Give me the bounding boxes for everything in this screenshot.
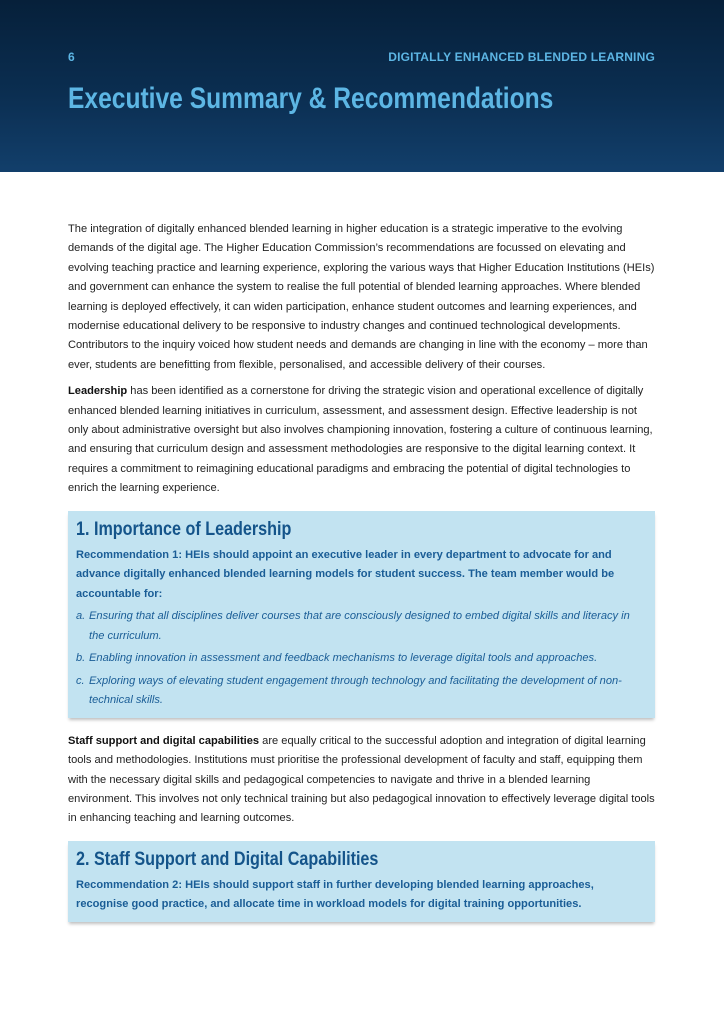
leadership-lead: Leadership [68, 385, 128, 398]
main-content [68, 220, 655, 936]
page-number: 6 [68, 50, 75, 64]
list-item: b. Enabling innovation in assessment and feedback mechanisms to leverage digital tools and approaches. [76, 652, 598, 665]
leadership-text: has been identified as a cornerstone for driving the strategic vision and operational excellence of digitally enhanced blended learning initiatives in curriculum, assessment, and assessment design. Effective leadership is not only about administrative oversight but also involves championing innovation, fostering a culture of continuous learning, and ensuring that curriculum design and assessment methodologies are responsive to the digital learning context. It requires a commitment to reimagining educational paradigms and embracing the potential of digital technologies to enrich the learning experience. [68, 385, 653, 495]
leadership-paragraph [68, 382, 655, 498]
staff-paragraph [68, 732, 655, 829]
running-title: DIGITALLY ENHANCED BLENDED LEARNING [388, 50, 655, 64]
staff-lead: Staff support and digital capabilities [68, 734, 260, 747]
page-header [0, 0, 724, 172]
list-item: c. Exploring ways of elevating student engagement through technology and facilitating the development of non-technical skills. [76, 674, 622, 707]
recommendation-2-heading: 2. Staff Support and Digital Capabilities [76, 848, 379, 870]
recommendation-2-text: Recommendation 2: HEIs should support staff in further developing blended learning approaches, recognise good practice, and allocate time in workload models for digital training opportunities. [76, 878, 594, 911]
recommendation-1-box [68, 511, 655, 718]
recommendation-1-heading: 1. Importance of Leadership [76, 518, 292, 540]
page-title: Executive Summary & Recommendations [68, 82, 554, 115]
staff-text: are equally critical to the successful adoption and integration of digital learning tools and methodologies. Institutions must prioritise the professional development of faculty and staff, equipping them with the necessary digital skills and pedagogical competencies to navigate and thrive in a blended learning environment. This involves not only technical training but also pedagogical innovation to effectively leverage digital tools in enhancing teaching and learning outcomes. [68, 734, 655, 825]
recommendation-2-box [68, 841, 655, 922]
list-item: a. Ensuring that all disciplines deliver courses that are consciously designed to embed digital skills and literacy in the curriculum. [76, 610, 630, 642]
recommendation-1-list [76, 607, 647, 711]
intro-paragraph: The integration of digitally enhanced blended learning in higher education is a strategic imperative to the evolving demands of the digital age. The Higher Education Commission’s recommendations are focussed on elevating and evolving teaching practice and learning experience, exploring the various ways that Higher Education Institutions (HEIs) and government can enhance the system to realise the full potential of blended learning approaches. Where blended learning is deployed effectively, it can widen participation, enhance student outcomes and learning experiences, and modernise educational delivery to be responsive to industry changes and continued technological developments. Contributors to the inquiry voiced how student needs and demands are changing in line with the economy – more than ever, students are benefitting from flexible, personalised, and accessible delivery of their courses. [68, 223, 655, 371]
recommendation-1-text: Recommendation 1: HEIs should appoint an executive leader in every department to advocate for and advance digitally enhanced blended learning models for student success. The team member would be accountable for: [76, 548, 615, 600]
